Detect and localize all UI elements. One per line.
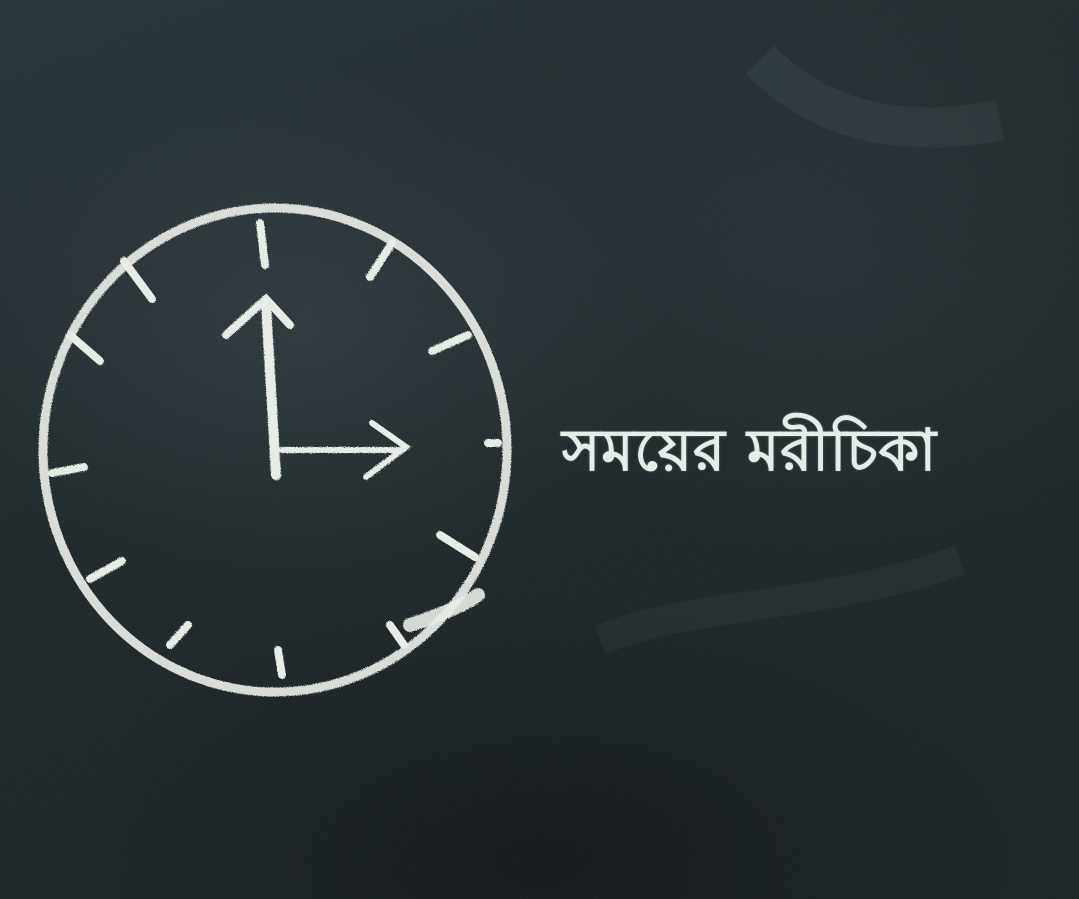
tick-11 <box>124 261 152 299</box>
tick-10 <box>70 335 100 361</box>
tick-12 <box>260 223 265 265</box>
tick-7 <box>170 625 188 645</box>
tick-6 <box>278 650 282 675</box>
tick-2 <box>432 335 468 351</box>
tick-4 <box>440 535 475 557</box>
tick-9 <box>52 467 84 473</box>
chalk-clock-drawing <box>20 185 540 715</box>
tick-1 <box>370 243 392 277</box>
tick-8 <box>90 561 122 579</box>
clock-hour-hand <box>282 423 406 477</box>
tick-5 <box>390 625 404 645</box>
title-text: সময়ের মরীচিকা <box>562 416 938 484</box>
